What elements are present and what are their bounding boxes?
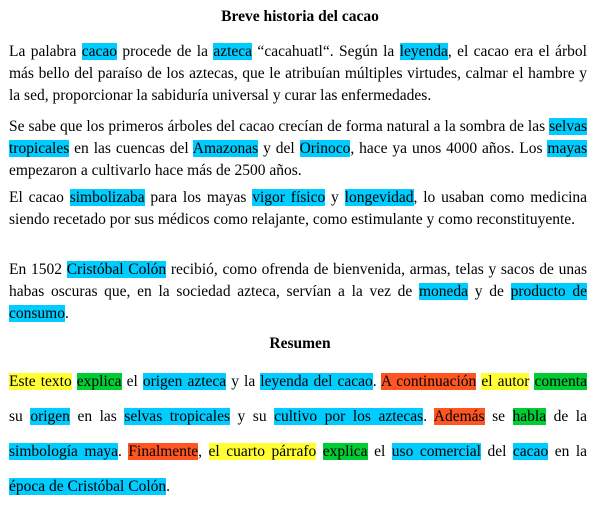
highlight-cyan: selvas tropicales: [124, 408, 230, 425]
highlight-green: habla: [512, 408, 547, 425]
highlight-cyan: origen: [30, 408, 70, 425]
highlight-cyan: Orinoco: [299, 140, 351, 157]
summary-paragraph: Este texto explica el origen azteca y la leyenda del cacao. A continuación el autor comenta su origen en las selvas tropicales y su cultivo por los aztecas. Además se habla de la simbología maya. Finalmente, el cuarto párrafo explica el uso comercial del cacao en la época de Cristóbal Colón.: [9, 373, 588, 495]
highlight-cyan: simbolizaba: [69, 189, 145, 206]
highlight-cyan: selvas tropicales: [9, 118, 587, 157]
highlight-yellow: el autor: [481, 373, 530, 390]
highlight-green: explica: [76, 373, 122, 390]
highlight-cyan: azteca: [213, 43, 253, 60]
paragraph-4: En 1502 Cristóbal Colón recibió, como ofrenda de bienvenida, armas, telas y sacos de unas habas oscuras que, en la sociedad azteca, servían a la vez de moneda y de producto de consumo.: [9, 261, 588, 322]
highlight-cyan: moneda: [419, 283, 469, 300]
paragraph-1: La palabra cacao procede de la azteca “cacahuatl“. Según la leyenda, el cacao era el árbol más bello del paraíso de los aztecas, que le atribuían múltiples virtudes, calmar el hambre y la sed, proporcionar la sabiduría universal y curar las enfermedades.: [9, 43, 587, 104]
highlight-green: explica: [322, 443, 368, 460]
paragraph-2: Se sabe que los primeros árboles del cacao crecían de forma natural a la sombra de las selvas tropicales en las cuencas del Amazonas y del Orinoco, hace ya unos 4000 años. Los mayas empezaron a cultivarlo hace más de 2500 años.: [9, 118, 587, 179]
highlight-cyan: leyenda: [399, 43, 448, 60]
highlight-yellow: el cuarto párrafo: [208, 443, 317, 460]
highlight-cyan: origen azteca: [142, 373, 227, 390]
highlight-green: comenta: [534, 373, 587, 390]
highlight-cyan: Amazonas: [192, 140, 259, 157]
highlight-cyan: longevidad: [344, 189, 414, 206]
highlight-cyan: uso comercial: [391, 443, 481, 460]
highlight-cyan: vigor físico: [252, 189, 326, 206]
paragraph-3: El cacao simbolizaba para los mayas vigor físico y longevidad, lo usaban como medicina siendo recetado por sus médicos como relajante, como estimulante y como reconstituyente.: [9, 189, 588, 228]
highlight-cyan: cacao: [81, 43, 117, 60]
highlight-cyan: mayas: [547, 140, 587, 157]
highlight-cyan: simbología maya: [9, 443, 118, 460]
highlight-cyan: época de Cristóbal Colón: [9, 478, 167, 495]
highlight-yellow: Este texto: [9, 373, 72, 390]
highlight-cyan: Cristóbal Colón: [66, 261, 167, 278]
highlight-cyan: cacao: [512, 443, 549, 460]
summary-title: Resumen: [269, 335, 331, 352]
highlight-cyan: producto de consumo: [9, 283, 587, 322]
highlight-cyan: cultivo por los aztecas: [274, 408, 424, 425]
highlight-orange: A continuación: [380, 373, 477, 390]
highlight-orange: Además: [433, 408, 485, 425]
highlight-orange: Finalmente: [128, 443, 199, 460]
document-title: Breve historia del cacao: [221, 8, 379, 25]
highlight-cyan: leyenda del cacao: [260, 373, 373, 390]
